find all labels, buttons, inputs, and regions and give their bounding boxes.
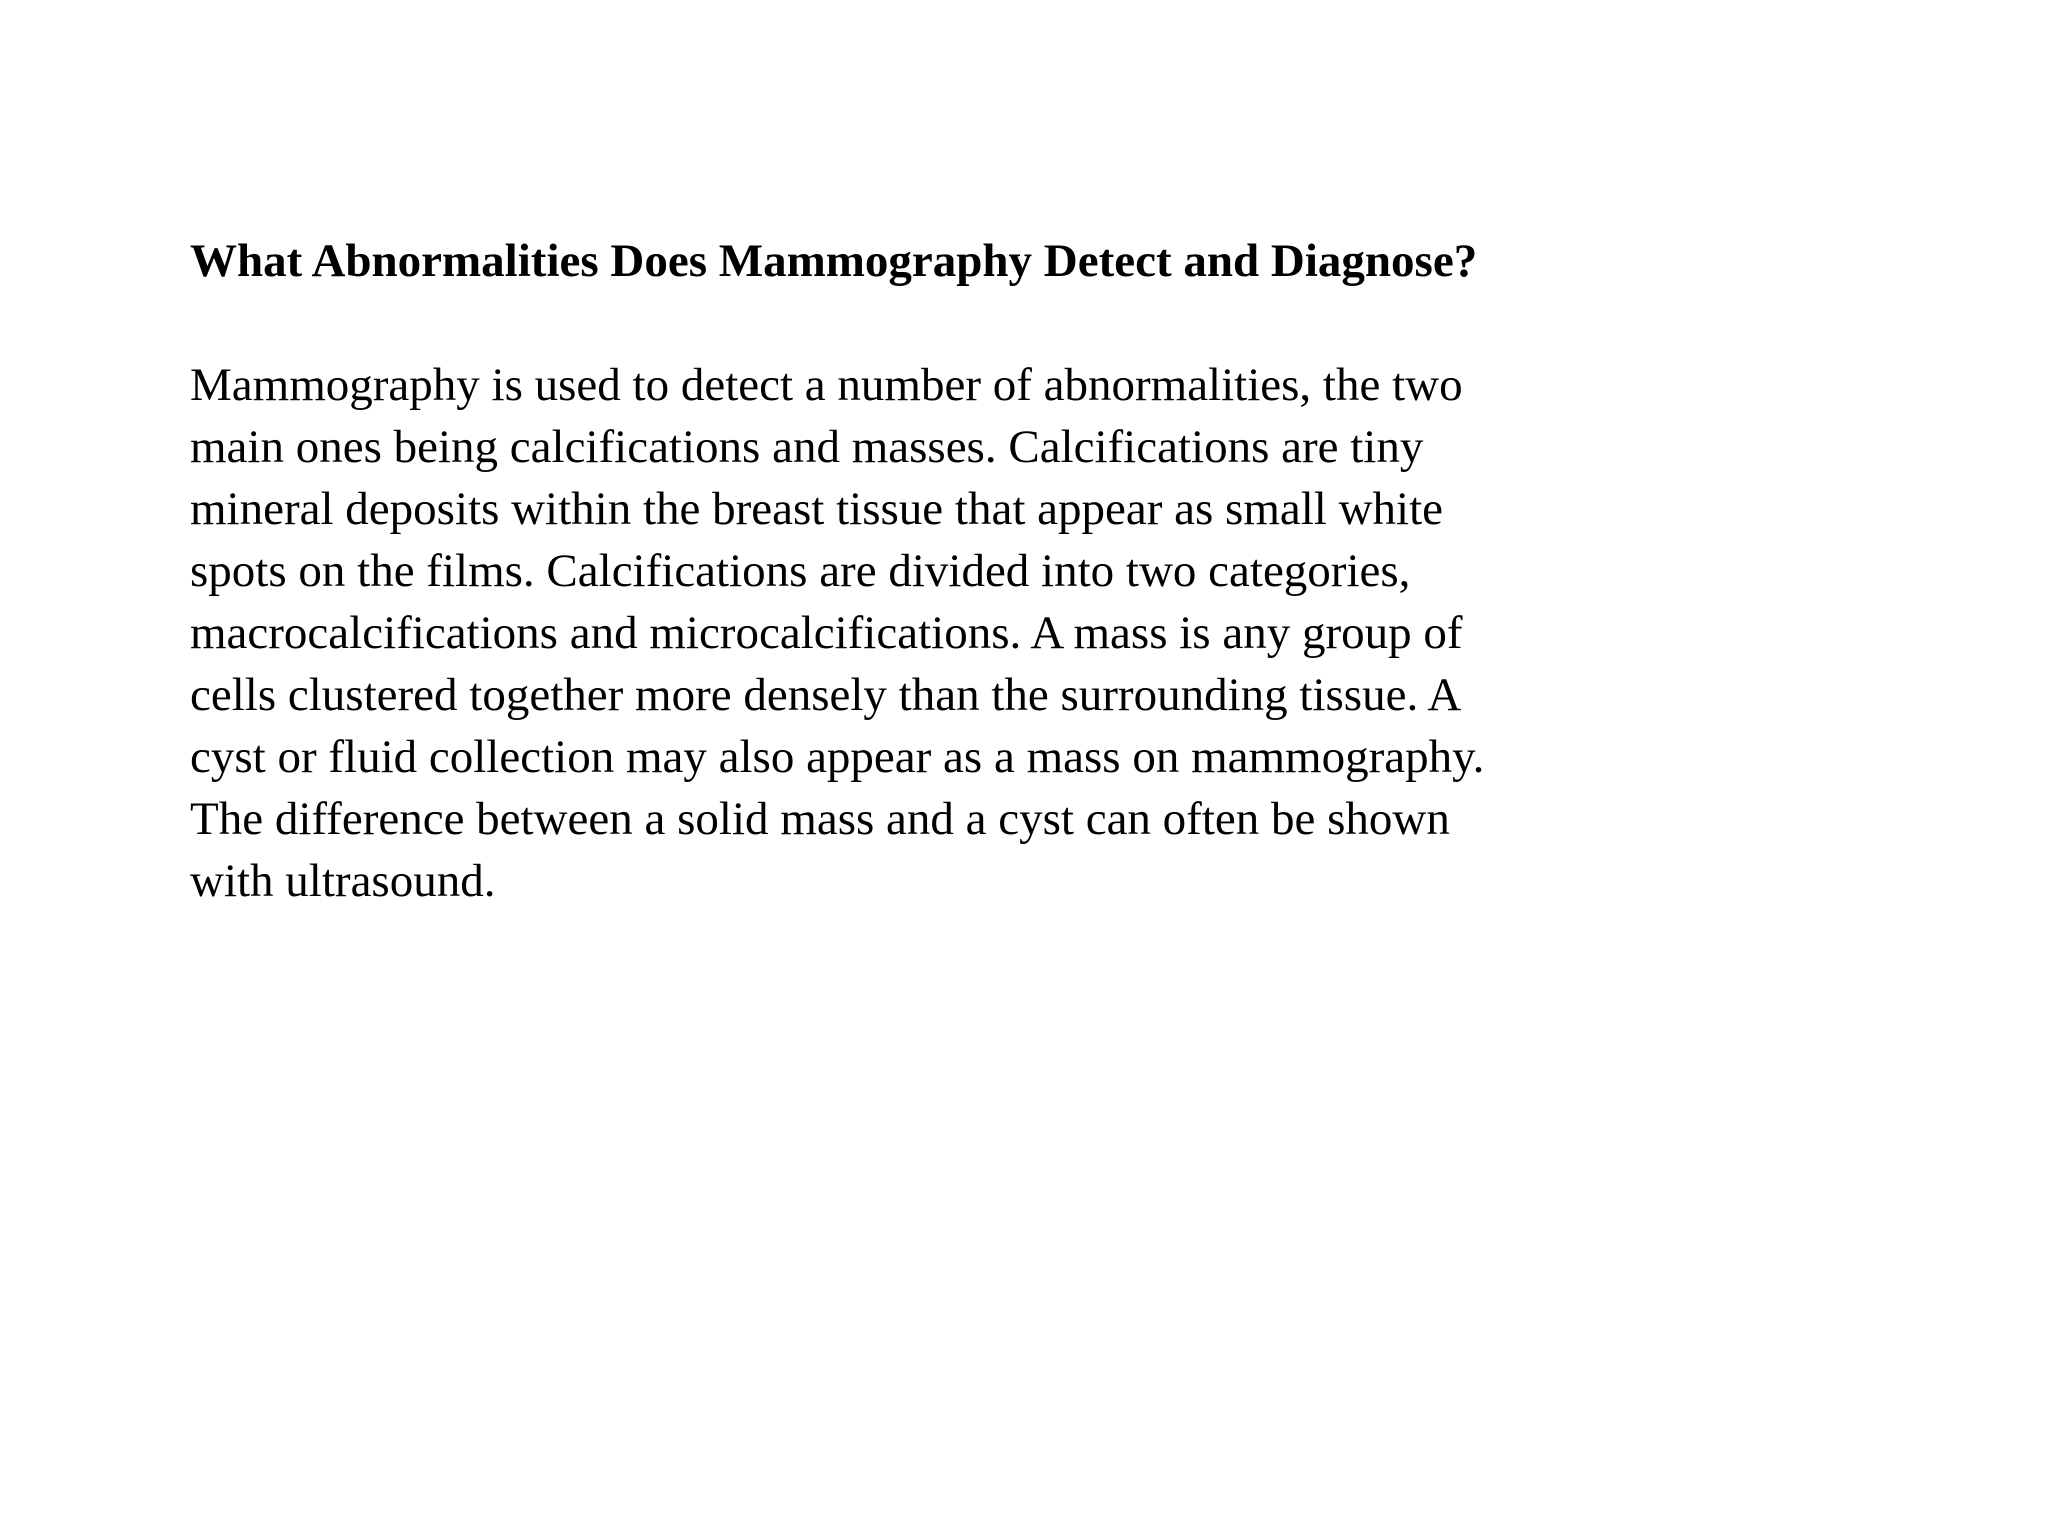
paragraph-line: The difference between a solid mass and a cyst can often be shown [190,793,1450,845]
document-content [190,230,1890,912]
paragraph-line: spots on the films. Calcifications are divided into two categories, [190,545,1411,597]
document-title: What Abnormalities Does Mammography Detect and Diagnose? [190,235,1478,287]
paragraph-line: with ultrasound. [190,855,496,907]
paragraph-line: cyst or fluid collection may also appear as a mass on mammography. [190,731,1485,783]
paragraph-line: cells clustered together more densely than the surrounding tissue. A [190,669,1462,721]
paragraph-line: Mammography is used to detect a number of abnormalities, the two [190,359,1463,411]
paragraph-line: main ones being calcifications and masses. Calcifications are tiny [190,421,1424,473]
body-paragraph [190,354,1890,912]
paragraph-line: mineral deposits within the breast tissue that appear as small white [190,483,1444,535]
paragraph-line: macrocalcifications and microcalcifications. A mass is any group of [190,607,1463,659]
